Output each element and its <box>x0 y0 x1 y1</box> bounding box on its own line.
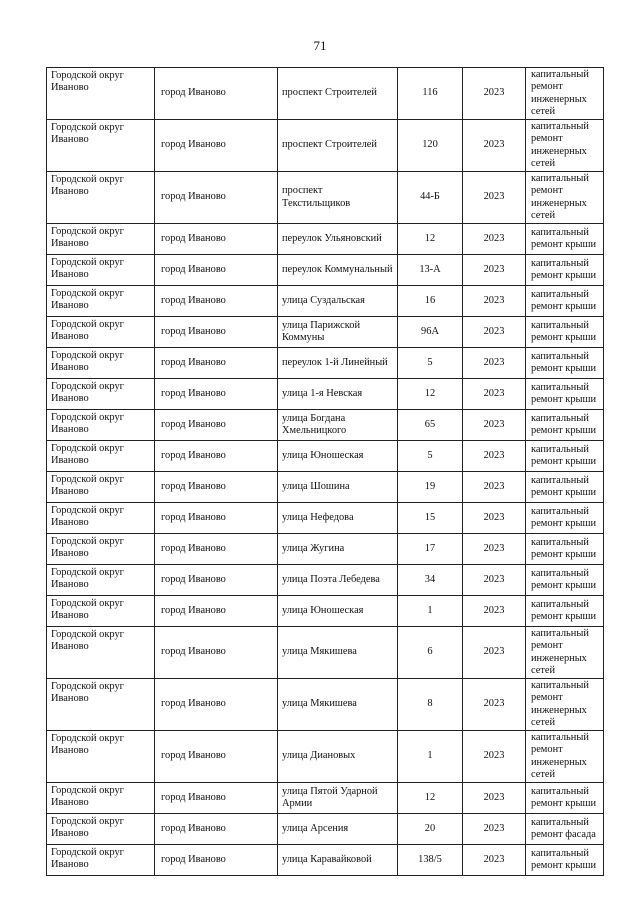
street-cell: улица Богдана Хмельницкого <box>278 410 398 441</box>
table-row <box>47 627 604 679</box>
table-row <box>47 731 604 783</box>
work-type-cell: капитальный ремонт крыши <box>526 783 604 814</box>
locality-cell: город Иваново <box>155 317 278 348</box>
work-type-cell: капитальный ремонт фасада <box>526 814 604 845</box>
year-cell: 2023 <box>463 255 526 286</box>
locality-cell: город Иваново <box>155 814 278 845</box>
locality-cell: город Иваново <box>155 348 278 379</box>
table-row <box>47 379 604 410</box>
street-cell: улица Пятой Ударной Армии <box>278 783 398 814</box>
table-row <box>47 596 604 627</box>
locality-cell: город Иваново <box>155 596 278 627</box>
year-cell: 2023 <box>463 348 526 379</box>
year-cell: 2023 <box>463 441 526 472</box>
year-cell: 2023 <box>463 534 526 565</box>
table-row <box>47 68 604 120</box>
street-cell: улица Шошина <box>278 472 398 503</box>
municipality-cell: Городской округ Иваново <box>47 627 155 679</box>
year-cell: 2023 <box>463 410 526 441</box>
street-cell: проспект Строителей <box>278 68 398 120</box>
work-type-cell: капитальный ремонт крыши <box>526 596 604 627</box>
house-number-cell: 16 <box>398 286 463 317</box>
table-row <box>47 120 604 172</box>
table-row <box>47 317 604 348</box>
locality-cell: город Иваново <box>155 224 278 255</box>
table-row <box>47 783 604 814</box>
street-cell: переулок 1-й Линейный <box>278 348 398 379</box>
table-row <box>47 472 604 503</box>
house-number-cell: 120 <box>398 120 463 172</box>
table-row <box>47 348 604 379</box>
street-cell: улица Каравайковой <box>278 845 398 876</box>
street-cell: улица Поэта Лебедева <box>278 565 398 596</box>
locality-cell: город Иваново <box>155 379 278 410</box>
house-number-cell: 5 <box>398 441 463 472</box>
work-type-cell: капитальный ремонт крыши <box>526 348 604 379</box>
municipality-cell: Городской округ Иваново <box>47 224 155 255</box>
table-row <box>47 679 604 731</box>
work-type-cell: капитальный ремонт крыши <box>526 317 604 348</box>
locality-cell: город Иваново <box>155 679 278 731</box>
locality-cell: город Иваново <box>155 783 278 814</box>
year-cell: 2023 <box>463 731 526 783</box>
locality-cell: город Иваново <box>155 731 278 783</box>
municipality-cell: Городской округ Иваново <box>47 814 155 845</box>
table-body <box>47 68 604 876</box>
table-row <box>47 172 604 224</box>
street-cell: улица Нефедова <box>278 503 398 534</box>
house-number-cell: 96А <box>398 317 463 348</box>
municipality-cell: Городской округ Иваново <box>47 783 155 814</box>
street-cell: проспект Текстильщиков <box>278 172 398 224</box>
house-number-cell: 34 <box>398 565 463 596</box>
table-row <box>47 503 604 534</box>
work-type-cell: капитальный ремонт крыши <box>526 255 604 286</box>
table-row <box>47 814 604 845</box>
work-type-cell: капитальный ремонт инженерных сетей <box>526 627 604 679</box>
street-cell: переулок Коммунальный <box>278 255 398 286</box>
house-number-cell: 65 <box>398 410 463 441</box>
work-type-cell: капитальный ремонт крыши <box>526 503 604 534</box>
work-type-cell: капитальный ремонт крыши <box>526 379 604 410</box>
locality-cell: город Иваново <box>155 120 278 172</box>
municipality-cell: Городской округ Иваново <box>47 68 155 120</box>
house-number-cell: 13-А <box>398 255 463 286</box>
work-type-cell: капитальный ремонт крыши <box>526 410 604 441</box>
year-cell: 2023 <box>463 627 526 679</box>
year-cell: 2023 <box>463 379 526 410</box>
street-cell: проспект Строителей <box>278 120 398 172</box>
house-number-cell: 12 <box>398 783 463 814</box>
municipality-cell: Городской округ Иваново <box>47 503 155 534</box>
locality-cell: город Иваново <box>155 845 278 876</box>
street-cell: улица Суздальская <box>278 286 398 317</box>
year-cell: 2023 <box>463 120 526 172</box>
locality-cell: город Иваново <box>155 565 278 596</box>
housing-repair-table <box>46 67 604 876</box>
table-row <box>47 441 604 472</box>
work-type-cell: капитальный ремонт инженерных сетей <box>526 120 604 172</box>
page-number: 71 <box>313 38 327 53</box>
house-number-cell: 20 <box>398 814 463 845</box>
locality-cell: город Иваново <box>155 534 278 565</box>
year-cell: 2023 <box>463 286 526 317</box>
house-number-cell: 17 <box>398 534 463 565</box>
municipality-cell: Городской округ Иваново <box>47 348 155 379</box>
year-cell: 2023 <box>463 503 526 534</box>
street-cell: улица Мякишева <box>278 679 398 731</box>
street-cell: переулок Ульяновский <box>278 224 398 255</box>
work-type-cell: капитальный ремонт крыши <box>526 534 604 565</box>
locality-cell: город Иваново <box>155 472 278 503</box>
work-type-cell: капитальный ремонт крыши <box>526 845 604 876</box>
locality-cell: город Иваново <box>155 441 278 472</box>
locality-cell: город Иваново <box>155 627 278 679</box>
year-cell: 2023 <box>463 783 526 814</box>
house-number-cell: 12 <box>398 379 463 410</box>
year-cell: 2023 <box>463 224 526 255</box>
locality-cell: город Иваново <box>155 255 278 286</box>
house-number-cell: 5 <box>398 348 463 379</box>
work-type-cell: капитальный ремонт крыши <box>526 441 604 472</box>
work-type-cell: капитальный ремонт крыши <box>526 472 604 503</box>
municipality-cell: Городской округ Иваново <box>47 120 155 172</box>
year-cell: 2023 <box>463 172 526 224</box>
street-cell: улица Юношеская <box>278 596 398 627</box>
year-cell: 2023 <box>463 814 526 845</box>
table-row <box>47 286 604 317</box>
street-cell: улица Арсения <box>278 814 398 845</box>
year-cell: 2023 <box>463 317 526 348</box>
work-type-cell: капитальный ремонт инженерных сетей <box>526 172 604 224</box>
locality-cell: город Иваново <box>155 68 278 120</box>
year-cell: 2023 <box>463 845 526 876</box>
year-cell: 2023 <box>463 565 526 596</box>
municipality-cell: Городской округ Иваново <box>47 596 155 627</box>
house-number-cell: 1 <box>398 596 463 627</box>
table-row <box>47 255 604 286</box>
municipality-cell: Городской округ Иваново <box>47 565 155 596</box>
year-cell: 2023 <box>463 68 526 120</box>
municipality-cell: Городской округ Иваново <box>47 679 155 731</box>
house-number-cell: 12 <box>398 224 463 255</box>
municipality-cell: Городской округ Иваново <box>47 379 155 410</box>
work-type-cell: капитальный ремонт крыши <box>526 565 604 596</box>
municipality-cell: Городской округ Иваново <box>47 172 155 224</box>
locality-cell: город Иваново <box>155 410 278 441</box>
street-cell: улица 1-я Невская <box>278 379 398 410</box>
year-cell: 2023 <box>463 472 526 503</box>
work-type-cell: капитальный ремонт инженерных сетей <box>526 68 604 120</box>
municipality-cell: Городской округ Иваново <box>47 534 155 565</box>
street-cell: улица Жугина <box>278 534 398 565</box>
work-type-cell: капитальный ремонт крыши <box>526 224 604 255</box>
house-number-cell: 15 <box>398 503 463 534</box>
year-cell: 2023 <box>463 596 526 627</box>
table-row <box>47 845 604 876</box>
house-number-cell: 8 <box>398 679 463 731</box>
house-number-cell: 116 <box>398 68 463 120</box>
work-type-cell: капитальный ремонт крыши <box>526 286 604 317</box>
street-cell: улица Диановых <box>278 731 398 783</box>
locality-cell: город Иваново <box>155 286 278 317</box>
municipality-cell: Городской округ Иваново <box>47 410 155 441</box>
table-row <box>47 224 604 255</box>
street-cell: улица Парижской Коммуны <box>278 317 398 348</box>
house-number-cell: 44-Б <box>398 172 463 224</box>
work-type-cell: капитальный ремонт инженерных сетей <box>526 731 604 783</box>
municipality-cell: Городской округ Иваново <box>47 845 155 876</box>
locality-cell: город Иваново <box>155 503 278 534</box>
street-cell: улица Мякишева <box>278 627 398 679</box>
municipality-cell: Городской округ Иваново <box>47 255 155 286</box>
municipality-cell: Городской округ Иваново <box>47 317 155 348</box>
work-type-cell: капитальный ремонт инженерных сетей <box>526 679 604 731</box>
municipality-cell: Городской округ Иваново <box>47 286 155 317</box>
year-cell: 2023 <box>463 679 526 731</box>
municipality-cell: Городской округ Иваново <box>47 731 155 783</box>
table-row <box>47 565 604 596</box>
table-row <box>47 410 604 441</box>
municipality-cell: Городской округ Иваново <box>47 441 155 472</box>
house-number-cell: 138/5 <box>398 845 463 876</box>
house-number-cell: 6 <box>398 627 463 679</box>
locality-cell: город Иваново <box>155 172 278 224</box>
house-number-cell: 19 <box>398 472 463 503</box>
street-cell: улица Юношеская <box>278 441 398 472</box>
house-number-cell: 1 <box>398 731 463 783</box>
table-row <box>47 534 604 565</box>
municipality-cell: Городской округ Иваново <box>47 472 155 503</box>
